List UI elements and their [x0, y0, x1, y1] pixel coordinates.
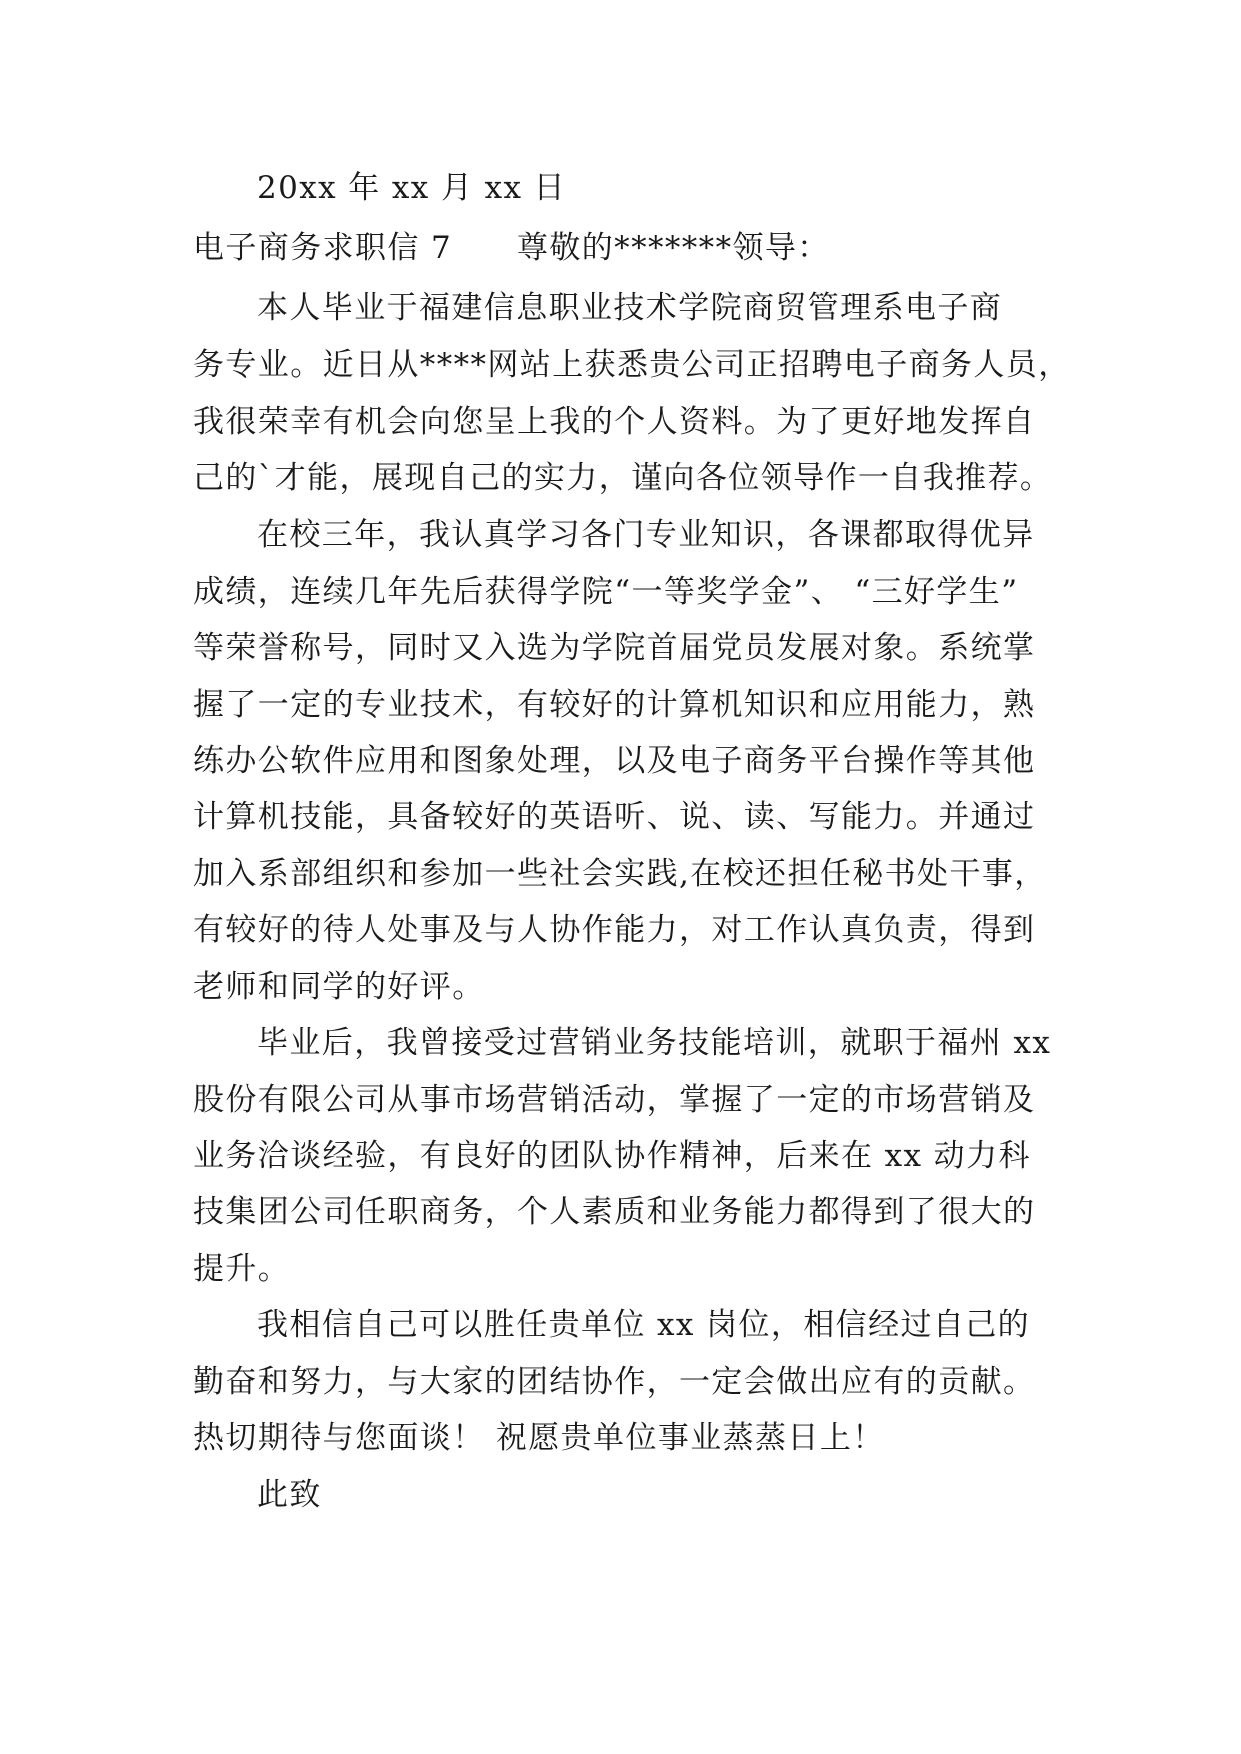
- paragraph-line: 热切期待与您面谈！ 祝愿贵单位事业蒸蒸日上！: [193, 1420, 885, 1456]
- paragraph-line: 等荣誉称号，同时又入选为学院首届党员发展对象。系统掌: [193, 630, 1036, 666]
- paragraph-line: 勤奋和努力，与大家的团结协作，一定会做出应有的贡献。: [193, 1364, 1036, 1400]
- paragraph-line: 我很荣幸有机会向您呈上我的个人资料。为了更好地发挥自: [193, 404, 1036, 440]
- paragraph-line: 己的`才能，展现自己的实力，谨向各位领导作一自我推荐。: [193, 460, 1053, 496]
- paragraph-line: 提升。: [193, 1251, 291, 1287]
- paragraph-line: 业务洽谈经验，有良好的团队协作精神，后来在 xx 动力科: [193, 1138, 1031, 1174]
- paragraph-line: 练办公软件应用和图象处理，以及电子商务平台操作等其他: [193, 743, 1036, 779]
- paragraph-line: 本人毕业于福建信息职业技术学院商贸管理系电子商: [257, 290, 1003, 326]
- paragraph-line: 有较好的待人处事及与人协作能力，对工作认真负责，得到: [193, 912, 1036, 948]
- title-line: 电子商务求职信 7 尊敬的*******领导：: [193, 230, 830, 266]
- paragraph-line: 技集团公司任职商务，个人素质和业务能力都得到了很大的: [193, 1194, 1036, 1230]
- date-line: 20xx 年 xx 月 xx 日: [257, 170, 567, 206]
- closing-line: 此致: [257, 1477, 322, 1513]
- paragraph-line: 加入系部组织和参加一些社会实践,在校还担任秘书处干事，: [193, 856, 1047, 892]
- paragraph-line: 握了一定的专业技术，有较好的计算机知识和应用能力，熟: [193, 687, 1036, 723]
- paragraph-line: 务专业。近日从****网站上获悉贵公司正招聘电子商务人员，: [193, 347, 1071, 383]
- paragraph-line: 成绩，连续几年先后获得学院“一等奖学金”、 “三好学生”: [193, 574, 1019, 610]
- paragraph-line: 老师和同学的好评。: [193, 969, 485, 1005]
- paragraph-line: 股份有限公司从事市场营销活动，掌握了一定的市场营销及: [193, 1082, 1036, 1118]
- paragraph-line: 计算机技能，具备较好的英语听、说、读、写能力。并通过: [193, 799, 1036, 835]
- paragraph-line: 在校三年，我认真学习各门专业知识，各课都取得优异: [257, 517, 1035, 553]
- paragraph-line: 我相信自己可以胜任贵单位 xx 岗位，相信经过自己的: [257, 1307, 1031, 1343]
- paragraph-line: 毕业后，我曾接受过营销业务技能培训，就职于福州 xx: [257, 1025, 1052, 1061]
